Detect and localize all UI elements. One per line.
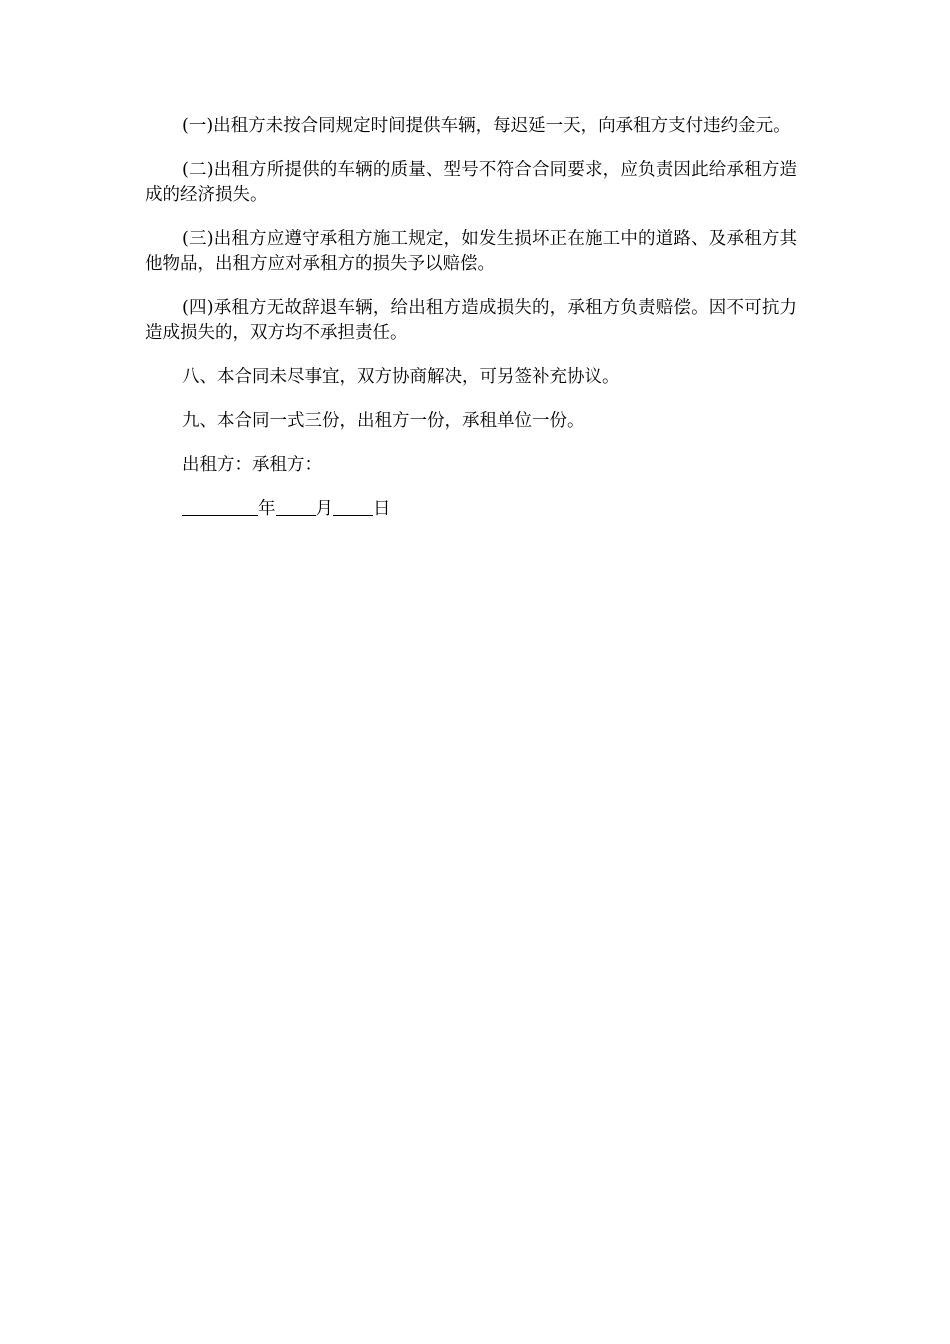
clause-vehicle-quality: (二)出租方所提供的车辆的质量、型号不符合合同要求，应负责因此给承租方造成的经济损失。 bbox=[145, 160, 797, 205]
clause-penalty-delay: (一)出租方未按合同规定时间提供车辆，每迟延一天，向承租方支付违约金元。 bbox=[182, 116, 791, 136]
clause-construction-rules: (三)出租方应遵守承租方施工规定，如发生损坏正在施工中的道路、及承租方其他物品，出租方应对承租方的损失予以赔偿。 bbox=[145, 229, 797, 274]
month-blank bbox=[276, 497, 316, 516]
clause-dismissal: (四)承租方无故辞退车辆，给出租方造成损失的，承租方负责赔偿。因不可抗力造成损失的，双方均不承担责任。 bbox=[145, 298, 797, 343]
day-label: 日 bbox=[373, 499, 391, 519]
day-blank bbox=[333, 497, 373, 516]
date-line bbox=[145, 497, 797, 522]
month-label: 月 bbox=[315, 499, 333, 519]
clause-eight-supplement: 八、本合同未尽事宜，双方协商解决，可另签补充协议。 bbox=[182, 367, 620, 387]
document-body bbox=[145, 114, 797, 541]
year-blank bbox=[182, 497, 258, 516]
signature-line: 出租方：承租方： bbox=[182, 455, 322, 475]
year-label: 年 bbox=[258, 499, 276, 519]
clause-nine-copies: 九、本合同一式三份，出租方一份，承租单位一份。 bbox=[182, 411, 585, 431]
